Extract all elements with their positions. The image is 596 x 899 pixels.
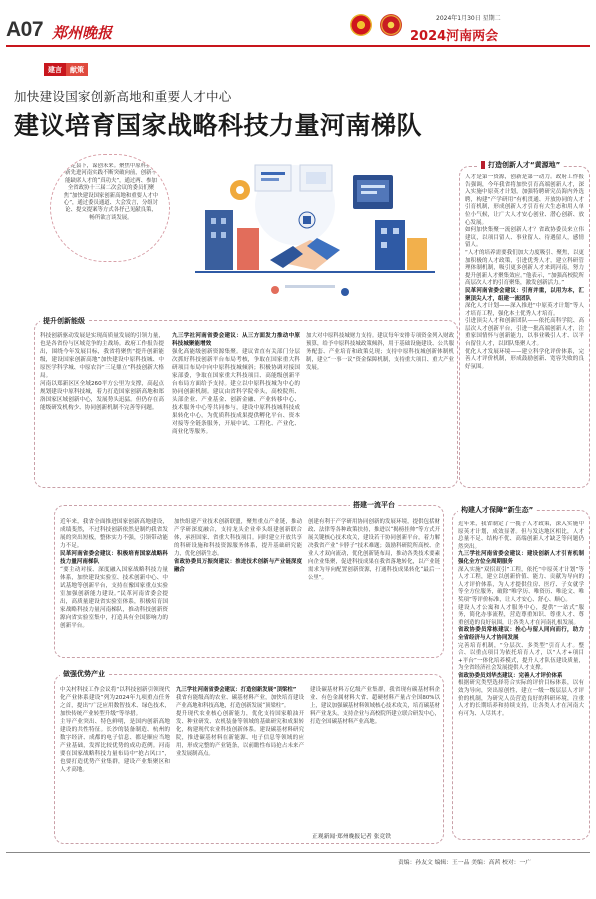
s4-paragraph-5: 根据研究类型选择符合实际的评价目标体系，以有效为导向，突出原创性，建立一级一级层层人才评价的机制，为研究人员营造良好的科研环境，注重人才的长期培养和持续支持，让各类人才在河南大有可为、人尽其才。	[458, 680, 584, 717]
s4-paragraph-3: 建设人才公寓和人才服务中心，提供“一站式”服务，简化办事流程，营造尊重知识、尊重人才、尊重创造的良好氛围，让各类人才在河南扎根发展。	[458, 604, 584, 626]
headline-title: 建议培育国家战略科技力量河南梯队	[14, 111, 423, 140]
section-title-industry	[60, 669, 108, 679]
s3-column-1	[60, 518, 168, 654]
s5-paragraph-5: 建设碳基材料万亿级产业集群，我省现有碳基材料企业、有色金属材料大省、超硬材料产量占全国80%以上，建议加强碳基材料领域核心技术攻关，培育碳基材料产业龙头，支持企业与高校院所建立联合研发中心，打造全国碳基材料产业高地。	[310, 687, 440, 725]
s1-column-3	[306, 332, 454, 484]
s2-paragraph-5: 引进顶尖人才和创新团队——依托高科学院、高层次人才创新平台，引进一批高端创新人才，注重家国情怀与创新能力，以事业吸引人才、以平台留住人才，以团队集聚人才。	[465, 318, 584, 348]
s4-subhead-2: 省政协委员常栋建议：拴心与留人同向而行，助力全省经济与人才协同发展	[458, 627, 584, 641]
section-title-ecosystem	[458, 505, 536, 515]
s4-paragraph-4: 完善培育机制，“分层次、多类型”引育人才。整合、以重点项目为依托培育人才，以“人才+项目+平台”一体化培养模式，提升人才队伍建设质量，为全省经济社会发展提供人才支撑。	[458, 642, 584, 672]
s2-paragraph-1: 人才是第一资源，创新是第一动力。政府工作报告强调，今年我省将加快引育高端创新人才，深入实施中原英才计划，加强特聘研究员海内外选聘，构建“产学研用”有机贯通、开放协同的人才引育机制，形成创新人才引育有大生态和用人单位小气候，让广大人才安心创业、潜心创新、放心发展。	[465, 174, 584, 226]
headline-subtitle: 加快建设国家创新高地和重要人才中心	[14, 89, 232, 104]
s5-paragraph-4: 提升现代农业核心创新能力，优化支持国家粮油开发、种业研发、农机装备等领域的基础研究和成果转化，构建现代农业科技创新体系。建设碳基材料研究院，推进碳基材料在新能源、电子信息等领域的应用，形成完整的产业链条，以前瞻性布局抢占未来产业发展制高点。	[176, 711, 304, 757]
cppcc-emblem-icon	[380, 14, 402, 36]
s1-column-1	[40, 332, 164, 484]
s2-body	[465, 174, 584, 482]
national-emblem-icon	[350, 14, 372, 36]
s1-paragraph-1: 科技创新驱动发展是实现高质量发展的引领力量，也是各省份与区域竞争的主战场。政府工作报告提出，围绕今年发展目标，我省将聚焦“提升创新能级，建设国家创新高地”加快建设中原科技城、中原医学科学城、中原农谷“三足鼎立”科技创新大格局。	[40, 333, 164, 379]
page-number: A07	[6, 18, 44, 41]
byline: 正观新闻·郑州晚报记者 张竞铁	[312, 834, 392, 840]
section-title-text: 提升创新能级	[43, 317, 85, 325]
s3-paragraph-3: 加快组建产业技术创新联盟，聚焦重点产业链，推动产学研深度融合，支持龙头企业牵头组建创新联合体，承担国家、省重大科技项目。同时建立开放共享的科研设施和科技资源服务体系，提升基础研究能力，优化创新生态。	[174, 519, 302, 557]
s5-column-3	[310, 686, 440, 826]
s2-paragraph-2: 如何加快集聚一流创新人才？省政协委员来立伟建议，以项目留人、事业留人、待遇留人，感情留人。	[465, 227, 584, 249]
s2-paragraph-4: 深化人才计划——深入推进“中原英才计划”等人才培育工程，强化本土优秀人才培育。	[465, 303, 584, 317]
section-title-talent	[478, 160, 563, 170]
s2-paragraph-6: 优化人才发展环境——建立科学化评价体系，完善人才评价机制，形成鼓励创新、宽容失败的良好氛围。	[465, 348, 584, 370]
footer-rule	[6, 852, 590, 853]
title-bar-icon	[481, 161, 485, 169]
s3-subhead-1: 民革河南省委会建议：积极培育国家战略科技力量河南梯队	[60, 551, 168, 565]
lead-text: 主定县下，谋创未来。聚焦中原科技创新先进河南实践不断突破向前，创新不能缺席人才的“真功夫”，通过两、参加全省政协十三届二次会议的委员们聚焦“加快建设国家创新高地和重要人才中心”，通过委员通道、大会发言，分组讨论、提交提案等方式各抒己见献良策，畅所欲言谈发展。	[63, 163, 159, 221]
s3-paragraph-1: 近年来，我省全面推进国家创新高地建设，成绩斐然，不过科技创新依然是制约我省发展的突出短板，整体实力不强，引领带动能力不足。	[60, 519, 168, 549]
s3-subhead-2: 省政协委员万振岗建议：推进技术创新与产业链深度融合	[174, 559, 302, 573]
s4-paragraph-1: 近年来，我省制定了一揽子人才政策，深入实施中原英才计划，成效显著。但与发达地区相比，人才总量不足、结构不优、高端创新人才缺乏等问题仍然突出。	[458, 521, 584, 550]
s1-paragraph-2: 河南以郑新区区全域260平方公里为支撑，高起点规划建设中原科技城，着力打造国家创新高地和郑洛国家区域创新中心，发展势头迅猛。但仍存在高能级研发机构少、协同创新机制不完善等问题。	[40, 381, 164, 411]
s4-body	[458, 521, 584, 835]
s4-subhead-1: 九三学社河南省委会建议：建设创新人才引育机制强化全方位全周期服务	[458, 551, 584, 565]
s4-paragraph-2: 深入实施“双招双引”工程，依托“中原英才计划”等人才工程，建立以创新价值、能力、贡献为导向的人才评价体系，为人才提供住房、医疗、子女就学等全方位服务，破除“唯学历、唯资历、唯论文、唯奖项”等评价标准，让人才安心、舒心、顺心。	[458, 566, 584, 603]
s2-paragraph-3: “人才的培养需要我们加大力度吸引、聚焦，以更加积极的人才政策，引进优秀人才，建立科研管理体制机制，吸引更多创新人才来到河南，努力提升创新人才聚集效应。”他表示，“加强高校院所高层次人才的引育聚集，激发创新活力。”	[465, 249, 584, 287]
s5-column-1	[60, 686, 170, 838]
s5-paragraph-3: 我省有能级高的农业、碳基材料产业，加快培育建设产业高地和科技高地，打造创新发展“顶梁柱”。	[176, 695, 304, 709]
s5-column-2	[176, 686, 304, 838]
two-sessions-banner: 2024河南两会	[410, 29, 499, 44]
s3-column-3	[308, 518, 440, 654]
masthead	[0, 0, 596, 50]
s4-subhead-3: 省政协委员刘华杰建议：完善人才评价体系	[458, 672, 563, 679]
section-title-text: 打造创新人才“黄源地”	[488, 161, 561, 169]
footer-credits: 责编：孙友文 编辑：王一品 美编：高茜 校对：一广	[398, 860, 532, 866]
s5-subhead-1: 九三学社河南省委会建议：打造创新发展“顶梁柱”	[176, 687, 297, 693]
kicker-tag-2: 献策	[66, 63, 88, 76]
issue-date: 2024年1月30日 星期二	[436, 15, 501, 22]
s5-paragraph-1: 中关村科技工作会议将“以科技创新引领现代化产业体系建设”列为2024年九项重点任务之首，提出“广泛应用数智技术、绿色技术，加快传统产业转型升级”等举措。	[60, 687, 170, 717]
section-title-platform	[350, 500, 398, 510]
masthead-rule	[6, 45, 590, 47]
kicker-tag-1: 建言	[44, 63, 66, 76]
s2-subhead-1: 民革河南省委会建议：引育并重，以用为本，汇聚顶尖人才，组建一流团队	[465, 287, 584, 302]
s3-paragraph-2: “要主动对接、深度融入国家战略科技力量体系，加快建设实验室、技术创新中心、中试基地等创新平台，支持在豫国家重点实验室加强创新能力建设。”民革河南省委会提出，高质量建设省实验室体系，积极培育国家战略科技力量河南梯队，推动科技创新资源向省实验室集中，打造具有全国影响力的创新平台。	[60, 567, 168, 629]
section-title-text: 做强优势产业	[63, 670, 105, 678]
kicker	[44, 63, 88, 76]
illustration-svg	[175, 150, 445, 320]
s1-paragraph-3: 强化高能级创新资源集聚。建议省直有关部门分层次抓好科技创新平台布局考核，争取在国家重大科研项目布局中向中原科技城倾斜；积极协调对接国家部委，争取在国家重大科技项目、高能级创新平台布局方面给予支持。建立以中原科技城为中心的协同创新机制。建议由省科学院牵头，高校院所、头部企业、产业基金、创新金融、产业转移中心、技术服务中心等共同参与，建设中原科技城科技成果转化中心，为优质科技成果提供孵化平台、资本对接等全链条服务，开展中试、工程化、产业化、商业化等服务。	[172, 349, 300, 435]
s1-paragraph-4: 加大对中原科技城财力支持。建议每年安排专项资金列入财政预算，给予中原科技城政策倾斜，用于基础设施建设、公共服务配套、产业培育和政策兑现；支持中原科技城创新体制机制，建立“一事一议”资金保障机制，支持重大项目、重大产业发展。	[306, 333, 454, 371]
s5-paragraph-2: 主导产业突出、特色鲜明，是国内创新高地建设的共性特征。长沙的装备制造、杭州的数字经济、成都的电子信息、都是顺应当地产业基础，发挥比较优势的成功范例。河南要在国家战略科技力量布局中“抢占风口”，也要打造优势产业集群，建设产业集聚区和人才高地。	[60, 719, 170, 773]
s1-column-2	[172, 332, 300, 484]
lead-box	[50, 154, 170, 262]
s3-column-2	[174, 518, 302, 654]
s3-paragraph-4: 创建有利于产学研用协同创新的发展环境，提供包括财政、法律等各种政策扶持，推进以“揭榜挂帅”等方式开展关键核心技术攻关，建设若干协同创新平台，着力解决我省产业“卡脖子”技术难题；鼓励科研院所高校、企业人才双向流动，优化创新链布局，推动各类技术要素向企业集聚，促进科技成果在我省落地转化，以产业链需求为导向配置创新资源，打通科技成果转化“最后一公里”。	[308, 519, 440, 581]
section-title-text: 构建人才保障“新生态”	[461, 506, 534, 514]
newspaper-logo: 郑州晚报	[52, 24, 113, 42]
section-title-boost	[40, 316, 88, 326]
s1-subhead-1: 九三学社河南省委会建议：从三方面发力推动中原科技城聚能增效	[172, 333, 300, 347]
section-title-text: 搭建一流平台	[353, 501, 395, 509]
illustration-innovation	[175, 150, 445, 320]
